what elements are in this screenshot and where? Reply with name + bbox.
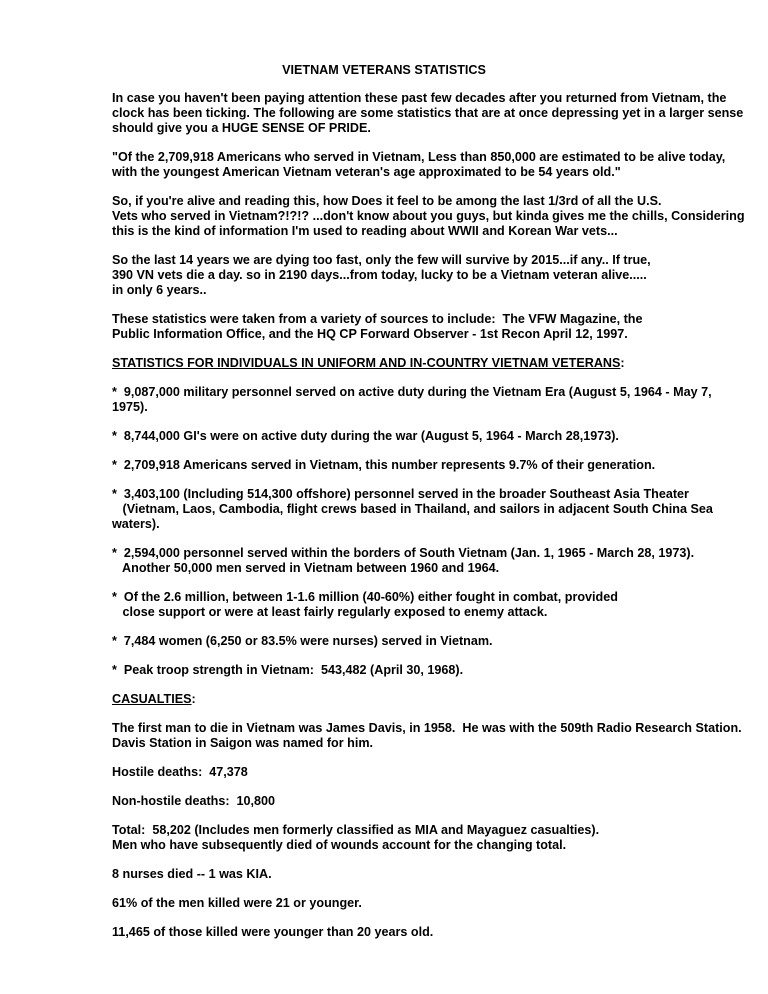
stat-line: Another 50,000 men served in Vietnam between 1960 and 1964. [112, 561, 500, 575]
stat-line: * 7,484 women (6,250 or 83.5% were nurses) served in Vietnam. [112, 634, 493, 648]
heading-colon: : [191, 692, 196, 706]
sources-line: These statistics were taken from a variety of sources to include: The VFW Magazine, the [112, 312, 643, 326]
casualties-heading-text: CASUALTIES [112, 692, 192, 706]
intro-line: In case you haven't been paying attention these past few decades after you returned from Vietnam, the [112, 91, 727, 105]
dying-line: So the last 14 years we are dying too fast, only the few will survive by 2015...if any.. If true, [112, 253, 651, 267]
alive-line: Vets who served in Vietnam?!?!? ...don't know about you guys, but kinda gives me the chills, Considering [112, 209, 745, 223]
stat-line: (Vietnam, Laos, Cambodia, flight crews based in Thailand, and sailors in adjacent South China Sea [112, 502, 713, 516]
casualty-line: Men who have subsequently died of wounds account for the changing total. [112, 838, 567, 852]
casualty-line: 61% of the men killed were 21 or younger. [112, 896, 362, 910]
stat-line: waters). [112, 517, 160, 531]
stats-section-heading [112, 356, 625, 372]
stat-line: * 2,594,000 personnel served within the borders of South Vietnam (Jan. 1, 1965 - March 28, 1973). [112, 546, 695, 560]
stat-line: * 9,087,000 military personnel served on active duty during the Vietnam Era (August 5, 1964 - May 7, [112, 385, 712, 399]
casualty-line: Davis Station in Saigon was named for him. [112, 736, 374, 750]
casualty-line: Non-hostile deaths: 10,800 [112, 794, 276, 808]
document-title: VIETNAM VETERANS STATISTICS [282, 63, 486, 77]
quote-line: with the youngest American Vietnam veteran's age approximated to be 54 years old." [112, 165, 621, 179]
quote-line: "Of the 2,709,918 Americans who served in Vietnam, Less than 850,000 are estimated to be alive today, [112, 150, 726, 164]
stat-line: * 3,403,100 (Including 514,300 offshore) personnel served in the broader Southeast Asia Theater [112, 487, 689, 501]
dying-line: in only 6 years.. [112, 283, 207, 297]
intro-line: should give you a HUGE SENSE OF PRIDE. [112, 121, 371, 135]
casualty-line: 11,465 of those killed were younger than 20 years old. [112, 925, 434, 939]
casualty-line: Hostile deaths: 47,378 [112, 765, 248, 779]
stat-line: * 2,709,918 Americans served in Vietnam, this number represents 9.7% of their generation. [112, 458, 656, 472]
sources-line: Public Information Office, and the HQ CP Forward Observer - 1st Recon April 12, 1997. [112, 327, 628, 341]
stat-line: * Peak troop strength in Vietnam: 543,482 (April 30, 1968). [112, 663, 464, 677]
heading-colon: : [620, 356, 625, 370]
casualty-line: Total: 58,202 (Includes men formerly classified as MIA and Mayaguez casualties). [112, 823, 600, 837]
stat-line: * Of the 2.6 million, between 1-1.6 million (40-60%) either fought in combat, provided [112, 590, 618, 604]
casualty-line: 8 nurses died -- 1 was KIA. [112, 867, 272, 881]
stats-heading-text: STATISTICS FOR INDIVIDUALS IN UNIFORM AND IN-COUNTRY VIETNAM VETERANS [112, 356, 621, 370]
stat-line: 1975). [112, 400, 148, 414]
stat-line: * 8,744,000 GI's were on active duty during the war (August 5, 1964 - March 28,1973). [112, 429, 619, 443]
stat-line: close support or were at least fairly regularly exposed to enemy attack. [112, 605, 548, 619]
casualty-line: The first man to die in Vietnam was James Davis, in 1958. He was with the 509th Radio Research Station. [112, 721, 742, 735]
intro-line: clock has been ticking. The following are some statistics that are at once depressing yet in a larger sense [112, 106, 744, 120]
dying-line: 390 VN vets die a day. so in 2190 days...from today, lucky to be a Vietnam veteran alive..... [112, 268, 647, 282]
casualties-section-heading [112, 692, 196, 708]
alive-line: this is the kind of information I'm used to reading about WWII and Korean War vets... [112, 224, 618, 238]
alive-line: So, if you're alive and reading this, how Does it feel to be among the last 1/3rd of all the U.S. [112, 194, 662, 208]
